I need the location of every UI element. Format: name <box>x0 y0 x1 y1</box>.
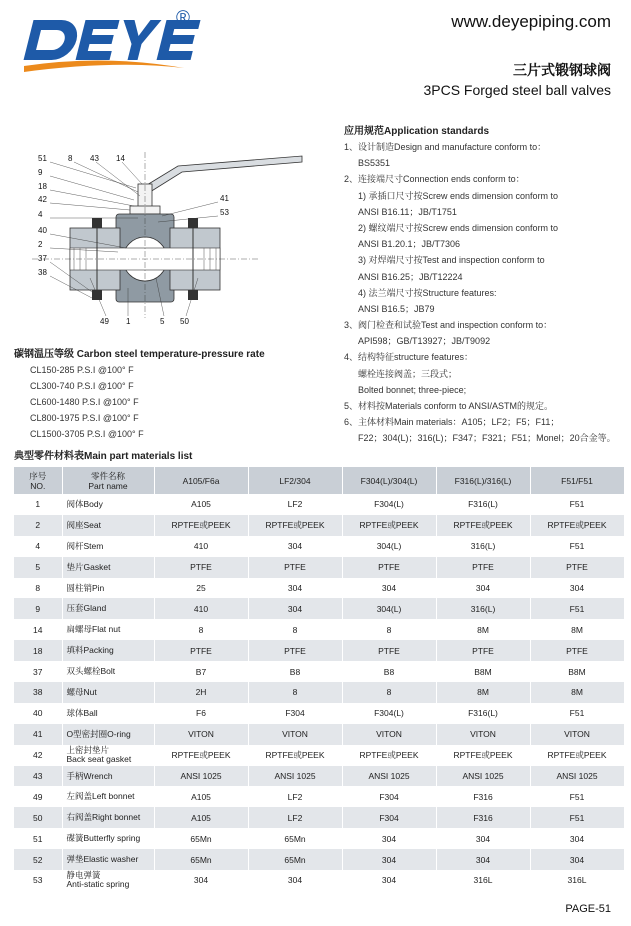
part-name: 扁螺母Flat nut <box>66 624 121 635</box>
callout-label: 42 <box>38 195 47 204</box>
cell-material: F316(L) <box>436 494 530 515</box>
part-name: 阀杆Stem <box>66 540 104 551</box>
cell-material: LF2 <box>248 807 342 828</box>
cell-material: 8 <box>154 619 248 640</box>
cell-material: PTFE <box>342 557 436 578</box>
callout-label: 41 <box>220 194 229 203</box>
cell-material: 304 <box>530 849 624 870</box>
page-title-en: 3PCS Forged steel ball valves <box>423 82 611 98</box>
cell-no: 52 <box>14 849 62 870</box>
part-name: 弹垫Elastic washer <box>66 854 139 865</box>
cell-no: 2 <box>14 515 62 536</box>
cell-part-name <box>62 619 154 640</box>
cell-material: 316L <box>530 870 624 891</box>
table-row <box>14 807 624 828</box>
cell-part-name <box>62 536 154 557</box>
cell-material: VITON <box>154 724 248 745</box>
pt-rating-line: CL150-285 P.S.I @100° F <box>30 365 134 375</box>
callout-label: 49 <box>100 317 109 326</box>
header-col: F51/F51 <box>530 467 624 494</box>
cell-material: 316(L) <box>436 536 530 557</box>
part-name-en: Back seat gasket <box>66 754 132 765</box>
cell-part-name <box>62 828 154 849</box>
cell-part-name <box>62 849 154 870</box>
cell-no: 50 <box>14 807 62 828</box>
cell-part-name <box>62 494 154 515</box>
table-row <box>14 661 624 682</box>
pt-rating-line: CL300-740 P.S.I @100° F <box>30 381 134 391</box>
cell-no: 53 <box>14 870 62 891</box>
part-name: 碟簧Butterfly spring <box>66 833 141 844</box>
header-no <box>14 467 62 494</box>
cell-material: RPTFE或PEEK <box>154 745 248 766</box>
cell-material: 304 <box>154 870 248 891</box>
website-url[interactable]: www.deyepiping.com <box>451 12 611 31</box>
pt-rating-line: CL1500-3705 P.S.I @100° F <box>30 429 144 439</box>
table-row <box>14 703 624 724</box>
cell-material: RPTFE或PEEK <box>248 515 342 536</box>
page-number: PAGE-51 <box>565 903 611 915</box>
cell-material: 304 <box>342 828 436 849</box>
pt-rating-title: 碳钢温压等级 Carbon steel temperature-pressure rate <box>14 349 265 360</box>
cell-material: PTFE <box>154 557 248 578</box>
callout-label: 8 <box>68 154 73 163</box>
standards-line: API598；GB/T13927；JB/T9092 <box>358 336 491 347</box>
table-row <box>14 828 624 849</box>
table-row <box>14 536 624 557</box>
cell-material: RPTFE或PEEK <box>530 515 624 536</box>
callout-label: 4 <box>38 210 43 219</box>
cell-material: 304 <box>248 536 342 557</box>
standards-line: 3、阀门检查和试验Test and inspection conform to： <box>344 320 553 331</box>
cell-no: 5 <box>14 557 62 578</box>
cell-material: 410 <box>154 536 248 557</box>
cell-material: B8 <box>342 661 436 682</box>
cell-material: 304 <box>248 598 342 619</box>
header-part-en: Part name <box>88 480 128 491</box>
cell-no: 8 <box>14 578 62 599</box>
cell-material: F304 <box>248 703 342 724</box>
cell-part-name <box>62 640 154 661</box>
table-row <box>14 766 624 787</box>
cell-part-name <box>62 724 154 745</box>
cell-material: 304 <box>248 578 342 599</box>
cell-material: PTFE <box>154 640 248 661</box>
cell-material: F51 <box>530 786 624 807</box>
part-name: O型密封圈O-ring <box>66 728 131 739</box>
cell-material: 8M <box>530 619 624 640</box>
registered-mark: ® <box>176 8 190 29</box>
part-name: 压套Gland <box>66 603 107 614</box>
cell-no: 14 <box>14 619 62 640</box>
callout-label: 53 <box>220 208 229 217</box>
materials-table <box>14 467 625 891</box>
table-header-row <box>14 467 624 494</box>
valve-section-drawing <box>30 148 310 328</box>
callout-label: 37 <box>38 254 47 263</box>
cell-material: A105 <box>154 807 248 828</box>
cell-material: 304 <box>530 578 624 599</box>
header-col: F304(L)/304(L) <box>342 467 436 494</box>
header-col: A105/F6a <box>154 467 248 494</box>
header-col: F316(L)/316(L) <box>436 467 530 494</box>
standards-title: 应用规范Application standards <box>344 126 490 137</box>
table-row <box>14 557 624 578</box>
cell-part-name <box>62 661 154 682</box>
part-name: 圆柱销Pin <box>66 582 105 593</box>
standards-line: Bolted bonnet; three-piece; <box>358 384 467 395</box>
cell-material: 2H <box>154 682 248 703</box>
cell-material: B7 <box>154 661 248 682</box>
standards-line: 6、主体材料Main materials：A105；LF2；F5；F11； <box>344 417 560 428</box>
cell-material: 316(L) <box>436 598 530 619</box>
cell-material: ANSI 1025 <box>436 766 530 787</box>
cell-no: 9 <box>14 598 62 619</box>
cell-material: A105 <box>154 494 248 515</box>
cell-material: RPTFE或PEEK <box>154 515 248 536</box>
cell-material: 304(L) <box>342 598 436 619</box>
pt-rating-list <box>30 362 144 442</box>
cell-material: 304 <box>248 870 342 891</box>
table-row <box>14 786 624 807</box>
cell-material: PTFE <box>530 557 624 578</box>
cell-material: PTFE <box>436 640 530 661</box>
cell-material: F51 <box>530 598 624 619</box>
cell-material: PTFE <box>248 557 342 578</box>
cell-material: LF2 <box>248 786 342 807</box>
cell-material: LF2 <box>248 494 342 515</box>
cell-material: PTFE <box>342 640 436 661</box>
cell-part-name <box>62 807 154 828</box>
callout-label: 2 <box>38 240 43 249</box>
cell-material: F316 <box>436 807 530 828</box>
standards-line: 2、连接端尺寸Connection ends conform to： <box>344 174 525 185</box>
table-row <box>14 682 624 703</box>
cell-no: 49 <box>14 786 62 807</box>
cell-material: 65Mn <box>154 828 248 849</box>
callout-label: 38 <box>38 268 47 277</box>
cell-part-name <box>62 682 154 703</box>
callout-label: 40 <box>38 226 47 235</box>
cell-material: F6 <box>154 703 248 724</box>
cell-part-name <box>62 557 154 578</box>
cell-no: 42 <box>14 745 62 766</box>
callout-label: 18 <box>38 182 47 191</box>
cell-material: 65Mn <box>248 828 342 849</box>
cell-no: 37 <box>14 661 62 682</box>
part-name: 垫片Gasket <box>66 561 111 572</box>
part-name: 阀座Seat <box>66 519 101 530</box>
cell-no: 4 <box>14 536 62 557</box>
cell-material: 304(L) <box>342 536 436 557</box>
cell-material: F304(L) <box>342 703 436 724</box>
header-part-cn: 零件名称 <box>90 470 125 481</box>
cell-part-name <box>62 578 154 599</box>
materials-title: 典型零件材料表Main part materials list <box>14 451 193 462</box>
standards-line: F22；304(L)；316(L)；F347；F321；F51；Monel；20合金等。 <box>358 433 616 444</box>
cell-material: 25 <box>154 578 248 599</box>
cell-part-name <box>62 786 154 807</box>
cell-material: 8M <box>530 682 624 703</box>
cell-material: 316L <box>436 870 530 891</box>
cell-material: F304 <box>342 807 436 828</box>
table-row <box>14 578 624 599</box>
cell-material: 304 <box>342 870 436 891</box>
cell-material: 304 <box>436 849 530 870</box>
part-name: 阀体Body <box>66 498 103 509</box>
standards-line: 5、材料按Materials conform to ANSI/ASTM的规定。 <box>344 401 554 411</box>
cell-material: RPTFE或PEEK <box>436 745 530 766</box>
cell-no: 51 <box>14 828 62 849</box>
cell-no: 41 <box>14 724 62 745</box>
cell-material: VITON <box>436 724 530 745</box>
part-name-en: Anti-static spring <box>66 879 130 890</box>
table-row <box>14 515 624 536</box>
cell-material: ANSI 1025 <box>530 766 624 787</box>
header-col: LF2/304 <box>248 467 342 494</box>
part-name: 双头螺栓Bolt <box>66 666 116 677</box>
standards-line: 4、结构特征structure features： <box>344 352 474 363</box>
pt-rating-line: CL800-1975 P.S.I @100° F <box>30 413 139 423</box>
cell-material: 304 <box>342 578 436 599</box>
cell-material: PTFE <box>530 640 624 661</box>
standards-line: 1、设计制造Design and manufacture conform to： <box>344 142 547 152</box>
part-name: 手柄Wrench <box>66 770 113 781</box>
standards-line: 螺栓连接阀盖；三段式； <box>358 368 458 379</box>
cell-material: RPTFE或PEEK <box>342 745 436 766</box>
table-row <box>14 494 624 515</box>
part-name: 左阀盖Left bonnet <box>66 791 135 802</box>
cell-part-name <box>62 766 154 787</box>
cell-material: ANSI 1025 <box>154 766 248 787</box>
callout-label: 51 <box>38 154 47 163</box>
part-name: 上密封垫片 <box>66 745 110 756</box>
cell-material: ANSI 1025 <box>248 766 342 787</box>
cell-material: 304 <box>436 828 530 849</box>
part-name: 右阀盖Right bonnet <box>66 812 141 823</box>
cell-material: 410 <box>154 598 248 619</box>
cell-material: A105 <box>154 786 248 807</box>
standards-line: 1) 承插口尺寸按Screw ends dimension conform to <box>358 190 559 201</box>
cell-part-name <box>62 745 154 766</box>
cell-material: F304 <box>342 786 436 807</box>
cell-material: 8 <box>248 619 342 640</box>
cell-material: VITON <box>342 724 436 745</box>
cell-material: 304 <box>436 578 530 599</box>
cell-material: VITON <box>248 724 342 745</box>
standards-line: ANSI B16.25；JB/T12224 <box>358 271 463 282</box>
standards-line: ANSI B1.20.1；JB/T7306 <box>358 239 461 250</box>
header-no-cn: 序号 <box>29 470 47 481</box>
cell-material: F51 <box>530 703 624 724</box>
cell-material: 65Mn <box>154 849 248 870</box>
callout-label: 9 <box>38 168 43 177</box>
cell-material: F304(L) <box>342 494 436 515</box>
cell-no: 38 <box>14 682 62 703</box>
callout-label: 1 <box>126 317 131 326</box>
cell-material: 8 <box>248 682 342 703</box>
cell-part-name <box>62 703 154 724</box>
table-row <box>14 724 624 745</box>
cell-material: F51 <box>530 807 624 828</box>
callout-label: 50 <box>180 317 189 326</box>
table-row <box>14 598 624 619</box>
cell-no: 43 <box>14 766 62 787</box>
standards-line: 3) 对焊端尺寸按Test and inspection conform to <box>358 255 545 266</box>
standards-line: 4) 法兰端尺寸按Structure features: <box>358 287 497 298</box>
callout-label: 5 <box>160 317 165 326</box>
cell-material: RPTFE或PEEK <box>342 515 436 536</box>
cell-material: VITON <box>530 724 624 745</box>
part-name: 螺母Nut <box>66 686 97 697</box>
cell-material: 65Mn <box>248 849 342 870</box>
cell-part-name <box>62 598 154 619</box>
cell-material: PTFE <box>436 557 530 578</box>
header-no-en: NO. <box>30 480 46 491</box>
table-row <box>14 619 624 640</box>
cell-material: 8 <box>342 619 436 640</box>
part-name: 球体Ball <box>66 707 98 718</box>
cell-material: 304 <box>530 828 624 849</box>
cell-material: B8 <box>248 661 342 682</box>
cell-material: F316 <box>436 786 530 807</box>
cell-material: 8 <box>342 682 436 703</box>
cell-material: ANSI 1025 <box>342 766 436 787</box>
standards-line: BS5351 <box>358 158 391 169</box>
table-row <box>14 640 624 661</box>
cell-material: RPTFE或PEEK <box>248 745 342 766</box>
callout-label: 43 <box>90 154 99 163</box>
page-title-cn: 三片式锻钢球阀 <box>513 62 611 78</box>
cell-material: RPTFE或PEEK <box>530 745 624 766</box>
standards-line: ANSI B16.11；JB/T1751 <box>358 206 457 217</box>
table-row <box>14 745 624 766</box>
part-name: 静电弹簧 <box>66 870 101 881</box>
cell-material: PTFE <box>248 640 342 661</box>
cell-material: F51 <box>530 536 624 557</box>
part-name: 填料Packing <box>66 645 114 656</box>
cell-material: RPTFE或PEEK <box>436 515 530 536</box>
cell-material: B8M <box>436 661 530 682</box>
standards-list <box>344 139 616 447</box>
cell-part-name <box>62 870 154 891</box>
standards-line: ANSI B16.5；JB79 <box>358 303 435 314</box>
cell-material: 8M <box>436 682 530 703</box>
cell-material: B8M <box>530 661 624 682</box>
cell-no: 18 <box>14 640 62 661</box>
table-row <box>14 870 624 891</box>
cell-material: 304 <box>342 849 436 870</box>
pt-rating-line: CL600-1480 P.S.I @100° F <box>30 397 139 407</box>
cell-material: 8M <box>436 619 530 640</box>
callout-label: 14 <box>116 154 125 163</box>
cell-material: F51 <box>530 494 624 515</box>
cell-material: F316(L) <box>436 703 530 724</box>
table-row <box>14 849 624 870</box>
standards-line: 2) 螺纹端尺寸按Screw ends dimension conform to <box>358 222 559 233</box>
header-part <box>62 467 154 494</box>
cell-no: 40 <box>14 703 62 724</box>
cell-part-name <box>62 515 154 536</box>
cell-no: 1 <box>14 494 62 515</box>
